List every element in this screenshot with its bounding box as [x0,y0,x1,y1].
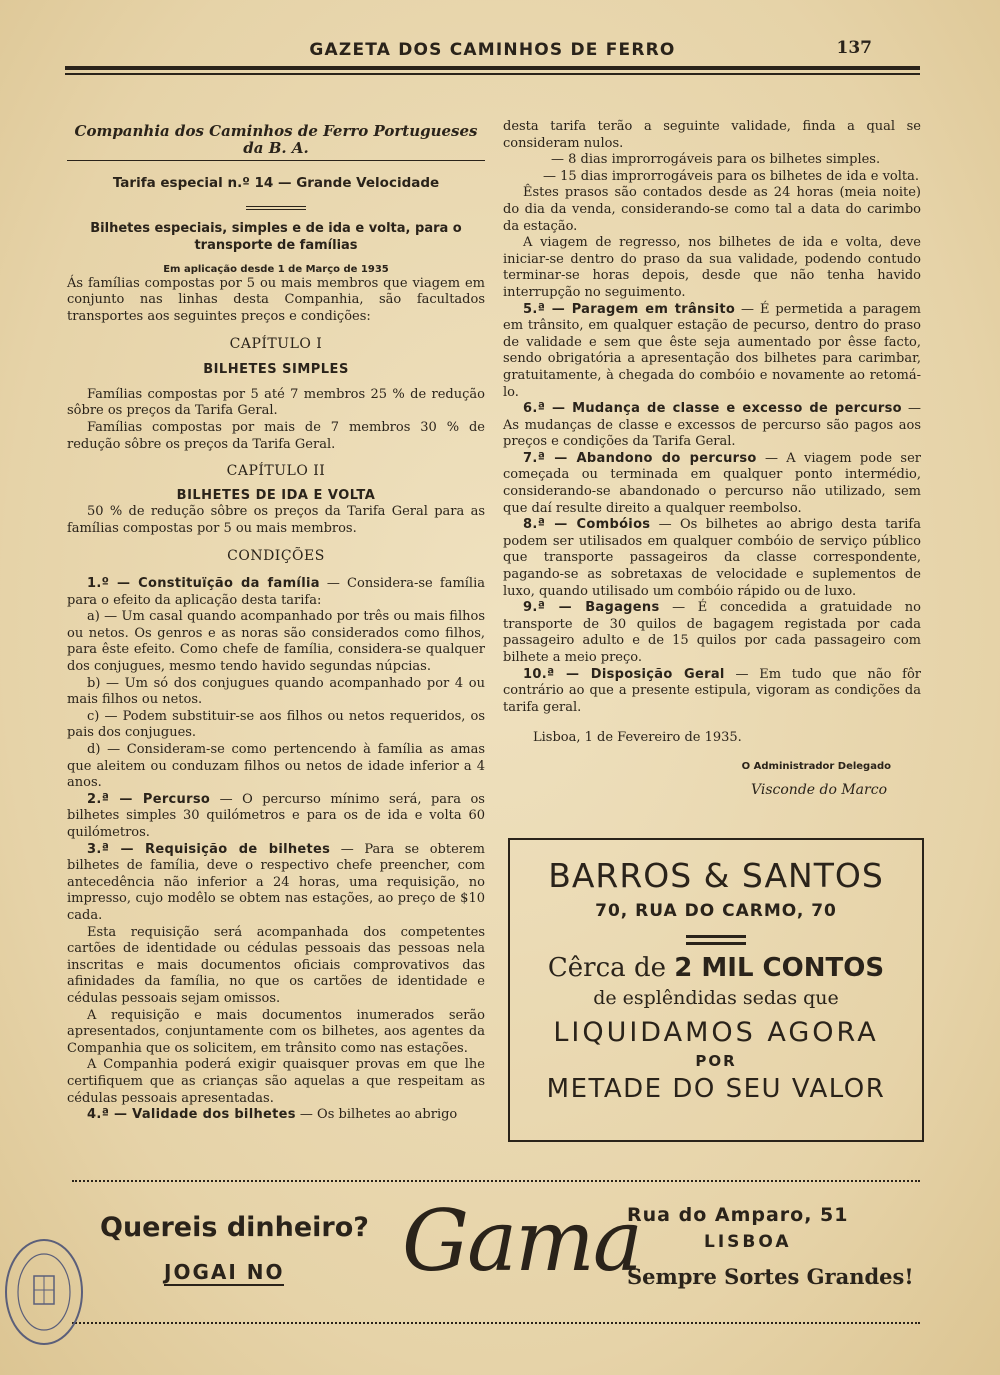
ad-line6: POR [695,1052,737,1070]
ad-headline: Cêrca de 2 MIL CONTOS [547,953,885,983]
ad-gama [72,1180,920,1324]
condition-5: 5.ª — Paragem em trânsito — É permetida a paragem em trânsito, em qualquer estação de pecurso, dentro do praso de validade e sem que êste seja aumentado por êsse facto, sendo obrigatória a apresentação dos bilhetes para carimbar, gratuitamente, à chegada do combóio e novamente ao retomá-lo. [503,301,921,400]
condition-6: 6.ª — Mudança de classe e excesso de percurso — As mudanças de classe e excessos de percurso são pagos aos preços e condições da Tarifa Geral. [503,401,921,450]
condition-1-d: d) — Consideram-se como pertencendo à família as amas que aleitem ou conduzam filhos ou netos de idade inferior a 4 anos. [67,742,485,791]
gama-city: LISBOA [704,1232,792,1252]
condition-3-p2: Esta requisição será acompanhada dos competentes cartões de identidade ou cédulas pessoais das pessoas nela inscritas e mais documentos oficiais comprovativos das afinidades da família, no que os cartões de identidade e cédulas pessoais sejam omissos. [67,924,485,1006]
ad-line4: de esplêndidas sedas que [593,987,839,1009]
chapter-1-p2: Famílias compostas por mais de 7 membros 30 % de redução sôbre os preços da Tarifa Geral. [67,419,485,452]
condition-3-p4: A Companhia poderá exigir quaisquer provas em que lhe certifiquem que as crianças são aquelas a que respeitam as cédulas pessoais apresentadas. [67,1057,485,1106]
ad-barros-santos [508,838,924,1142]
intro-paragraph: Ás famílias compostas por 5 ou mais membros que viagem em conjunto nas linhas desta Companhia, são facultados transportes aos seguintes preços e condições: [67,275,485,324]
condition-8: 8.ª — Combóios — Os bilhetes ao abrigo desta tarifa podem ser utilisados em qualquer combóio de serviço público que transporte passageiros da classe correspondente, pagando-se as sobretaxas de velocidade e suplementos de luxo, quando utilisado um combóio rápido ou de luxo. [503,517,921,599]
signature-name: Visconde do Marco [751,781,887,798]
validity-return: — 15 dias improrrogáveis para os bilhetes de ida e volta. [543,168,920,184]
divider [246,206,306,210]
condition-10: 10.ª — Disposição Geral — Em tudo que não fôr contrário ao que a presente estipula, vigoram as condições da tarifa geral. [503,666,922,715]
tarifa-heading: Tarifa especial n.º 14 — Grande Velocidade [112,175,440,192]
ad-divider [686,935,746,945]
ad-address: 70, RUA DO CARMO, 70 [595,901,837,921]
condition-3-p3: A requisição e mais documentos inumerados serão apresentados, conjuntamente com os bilhetes, aos agentes da Companhia que os solicitem, em trânsito como nas estações. [67,1007,485,1056]
conditions-heading: CONDIÇÕES [227,547,325,564]
right-column [503,119,921,798]
page-header [65,38,920,62]
validity-cont: desta tarifa terão a seguinte validade, finda a qual se consideram nulos. [503,119,921,151]
chapter-2-heading: BILHETES DE IDA E VOLTA [176,487,376,503]
signature-title: O Administrador Delegado [741,760,891,772]
chapter-1-heading: BILHETES SIMPLES [203,362,349,378]
condition-2: 2.ª — Percurso — O percurso mínimo será, para os bilhetes simples 30 quilómetros e para os de ida e volta 60 quilómetros. [67,791,485,840]
chapter-2: CAPÍTULO II [226,463,326,480]
company-heading: Companhia dos Caminhos de Ferro Portugueses da B. A. [67,123,485,161]
header-rule-thin [65,73,920,75]
validity-return-trip: A viagem de regresso, nos bilhetes de ida e volta, deve iniciar-se dentro do praso da sua validade, podendo contudo terminar-se horas depois, desde que não tenha havido interrupção no seguimento. [503,235,921,300]
validity-simple: — 8 dias improrrogáveis para os bilhetes simples. [551,152,881,168]
page-number: 137 [836,38,872,58]
condition-9: 9.ª — Bagagens — É concedida a gratuidade no transporte de 30 quilos de bagagem registada por cada passageiro adulto e de 15 quilos por cada passageiro com bilhete a meio preço. [503,600,921,665]
chapter-1: CAPÍTULO I [229,335,323,352]
validity-count: Êstes prasos são contados desde as 24 horas (meia noite) do dia da venda, considerando-se como tal a data do carimbo da estação. [503,185,921,234]
publication-title: GAZETA DOS CAMINHOS DE FERRO [309,40,676,60]
condition-1-lead: 1.º — Constituïção da família [87,576,320,592]
applied-date: Em aplicação desde 1 de Março de 1935 [163,263,389,275]
date-line: Lisboa, 1 de Fevereiro de 1935. [533,730,742,746]
condition-3: 3.ª — Requisição de bilhetes — Para se obterem bilhetes de família, deve o respectivo chefe preencher, com antecedência não inferior a 24 horas, uma requisição, no impresso, cujo modêlo se obtem nas estações, ao preço de $10 cada. [67,841,485,923]
gama-address: Rua do Amparo, 51 [627,1204,849,1226]
condition-1-a: a) — Um casal quando acompanhado por três ou mais filhos ou netos. Os genros e as noras são considerados como filhos, para êste efeito. Como chefe de família, considera-se qualquer dos conjugues, mesmo tendo havido segundas núpcias. [67,609,485,675]
gama-jogai: JOGAI NO [164,1260,285,1284]
gama-question: Quereis dinheiro? [100,1212,369,1243]
condition-1: 1.º — Constituïção da família — Considera-se família para o efeito da aplicação desta tarifa: [67,576,485,608]
ad-line5: LIQUIDAMOS AGORA [553,1017,879,1048]
left-column [67,123,485,1124]
ad-name: BARROS & SANTOS [548,856,884,895]
gama-slogan: Sempre Sortes Grandes! [627,1264,914,1289]
gama-logo: Gama [402,1192,641,1290]
chapter-2-p1: 50 % de redução sôbre os preços da Tarifa Geral para as famílias compostas por 5 ou mais membros. [67,504,485,536]
condition-1-b: b) — Um só dos conjugues quando acompanhado por 4 ou mais filhos ou netos. [67,675,485,708]
library-stamp-icon [2,1236,86,1348]
ad-line7: METADE DO SEU VALOR [546,1074,886,1104]
condition-7: 7.ª — Abandono do percurso — A viagem pode ser começada ou terminada em qualquer ponto intermédio, considerando-se abandonado o percurso não utilizado, sem que daí resulte direito a qualquer reembolso. [503,450,921,516]
subtitle: Bilhetes especiais, simples e de ida e volta, para o transporte de famílias [90,220,462,253]
condition-4: 4.ª — Validade dos bilhetes — Os bilhetes ao abrigo [87,1107,458,1123]
condition-1-c: c) — Podem substituir-se aos filhos ou netos requeridos, os pais dos conjugues. [67,708,485,741]
header-rule-thick [65,66,920,70]
chapter-1-p1: Famílias compostas por 5 até 7 membros 25 % de redução sôbre os preços da Tarifa Geral. [67,386,485,419]
